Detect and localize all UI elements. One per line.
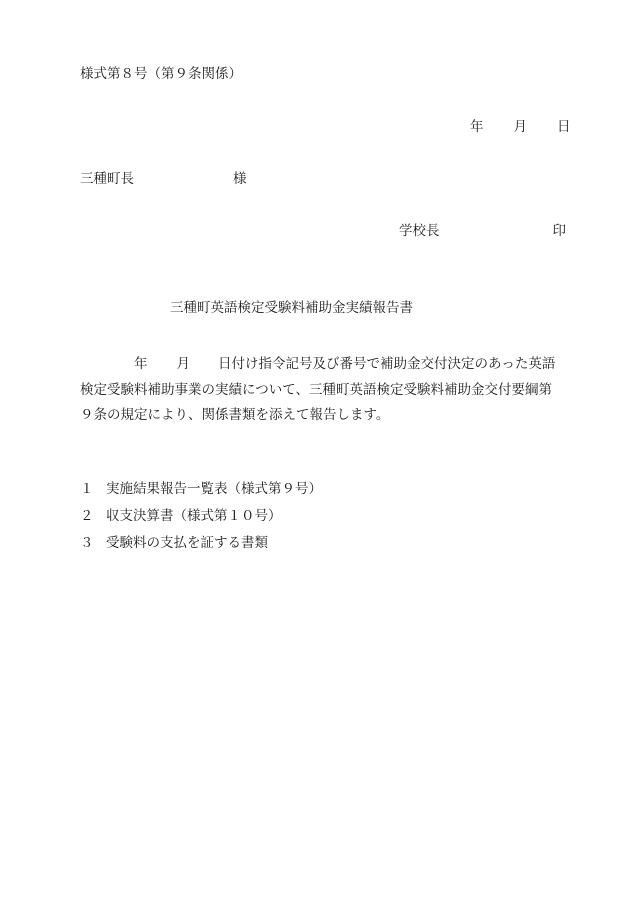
list-item <box>80 483 322 510</box>
addressee <box>80 173 247 187</box>
addressee-name: 三種町長 <box>80 171 134 187</box>
body-line-2: 検定受験料補助事業の実績について、三種町英語検定受験料補助金交付要綱第 <box>80 381 552 398</box>
date-day-label: 日 <box>557 119 571 135</box>
document-title: 三種町英語検定受験料補助金実績報告書 <box>170 300 413 316</box>
attachment-list <box>80 483 322 564</box>
attachment-number: ２ <box>80 508 94 524</box>
sender <box>399 225 566 239</box>
attachment-text: 収支決算書（様式第１０号） <box>106 508 282 524</box>
body-line-1 <box>80 352 580 378</box>
body-year-label: 年 <box>134 356 148 372</box>
date-year-label: 年 <box>470 119 484 135</box>
body-line-3: ９条の規定により、関係書類を添えて報告します。 <box>80 407 390 423</box>
body-line-1-text: 日付け指令記号及び番号で補助金交付決定のあった英語 <box>218 356 556 372</box>
date-month-label: 月 <box>513 119 527 135</box>
body-month-label: 月 <box>176 356 190 372</box>
date-line <box>470 121 571 135</box>
list-item <box>80 510 322 537</box>
attachment-number: ３ <box>80 535 94 551</box>
addressee-honorific: 様 <box>233 171 247 187</box>
list-item <box>80 537 322 564</box>
sender-title: 学校長 <box>399 223 440 239</box>
body-paragraph <box>80 352 580 429</box>
attachment-text: 受験料の支払を証する書類 <box>106 535 268 551</box>
form-number: 様式第８号（第９条関係） <box>80 66 242 82</box>
attachment-number: １ <box>80 481 94 497</box>
attachment-text: 実施結果報告一覧表（様式第９号） <box>106 481 322 497</box>
seal-mark: 印 <box>552 223 566 239</box>
